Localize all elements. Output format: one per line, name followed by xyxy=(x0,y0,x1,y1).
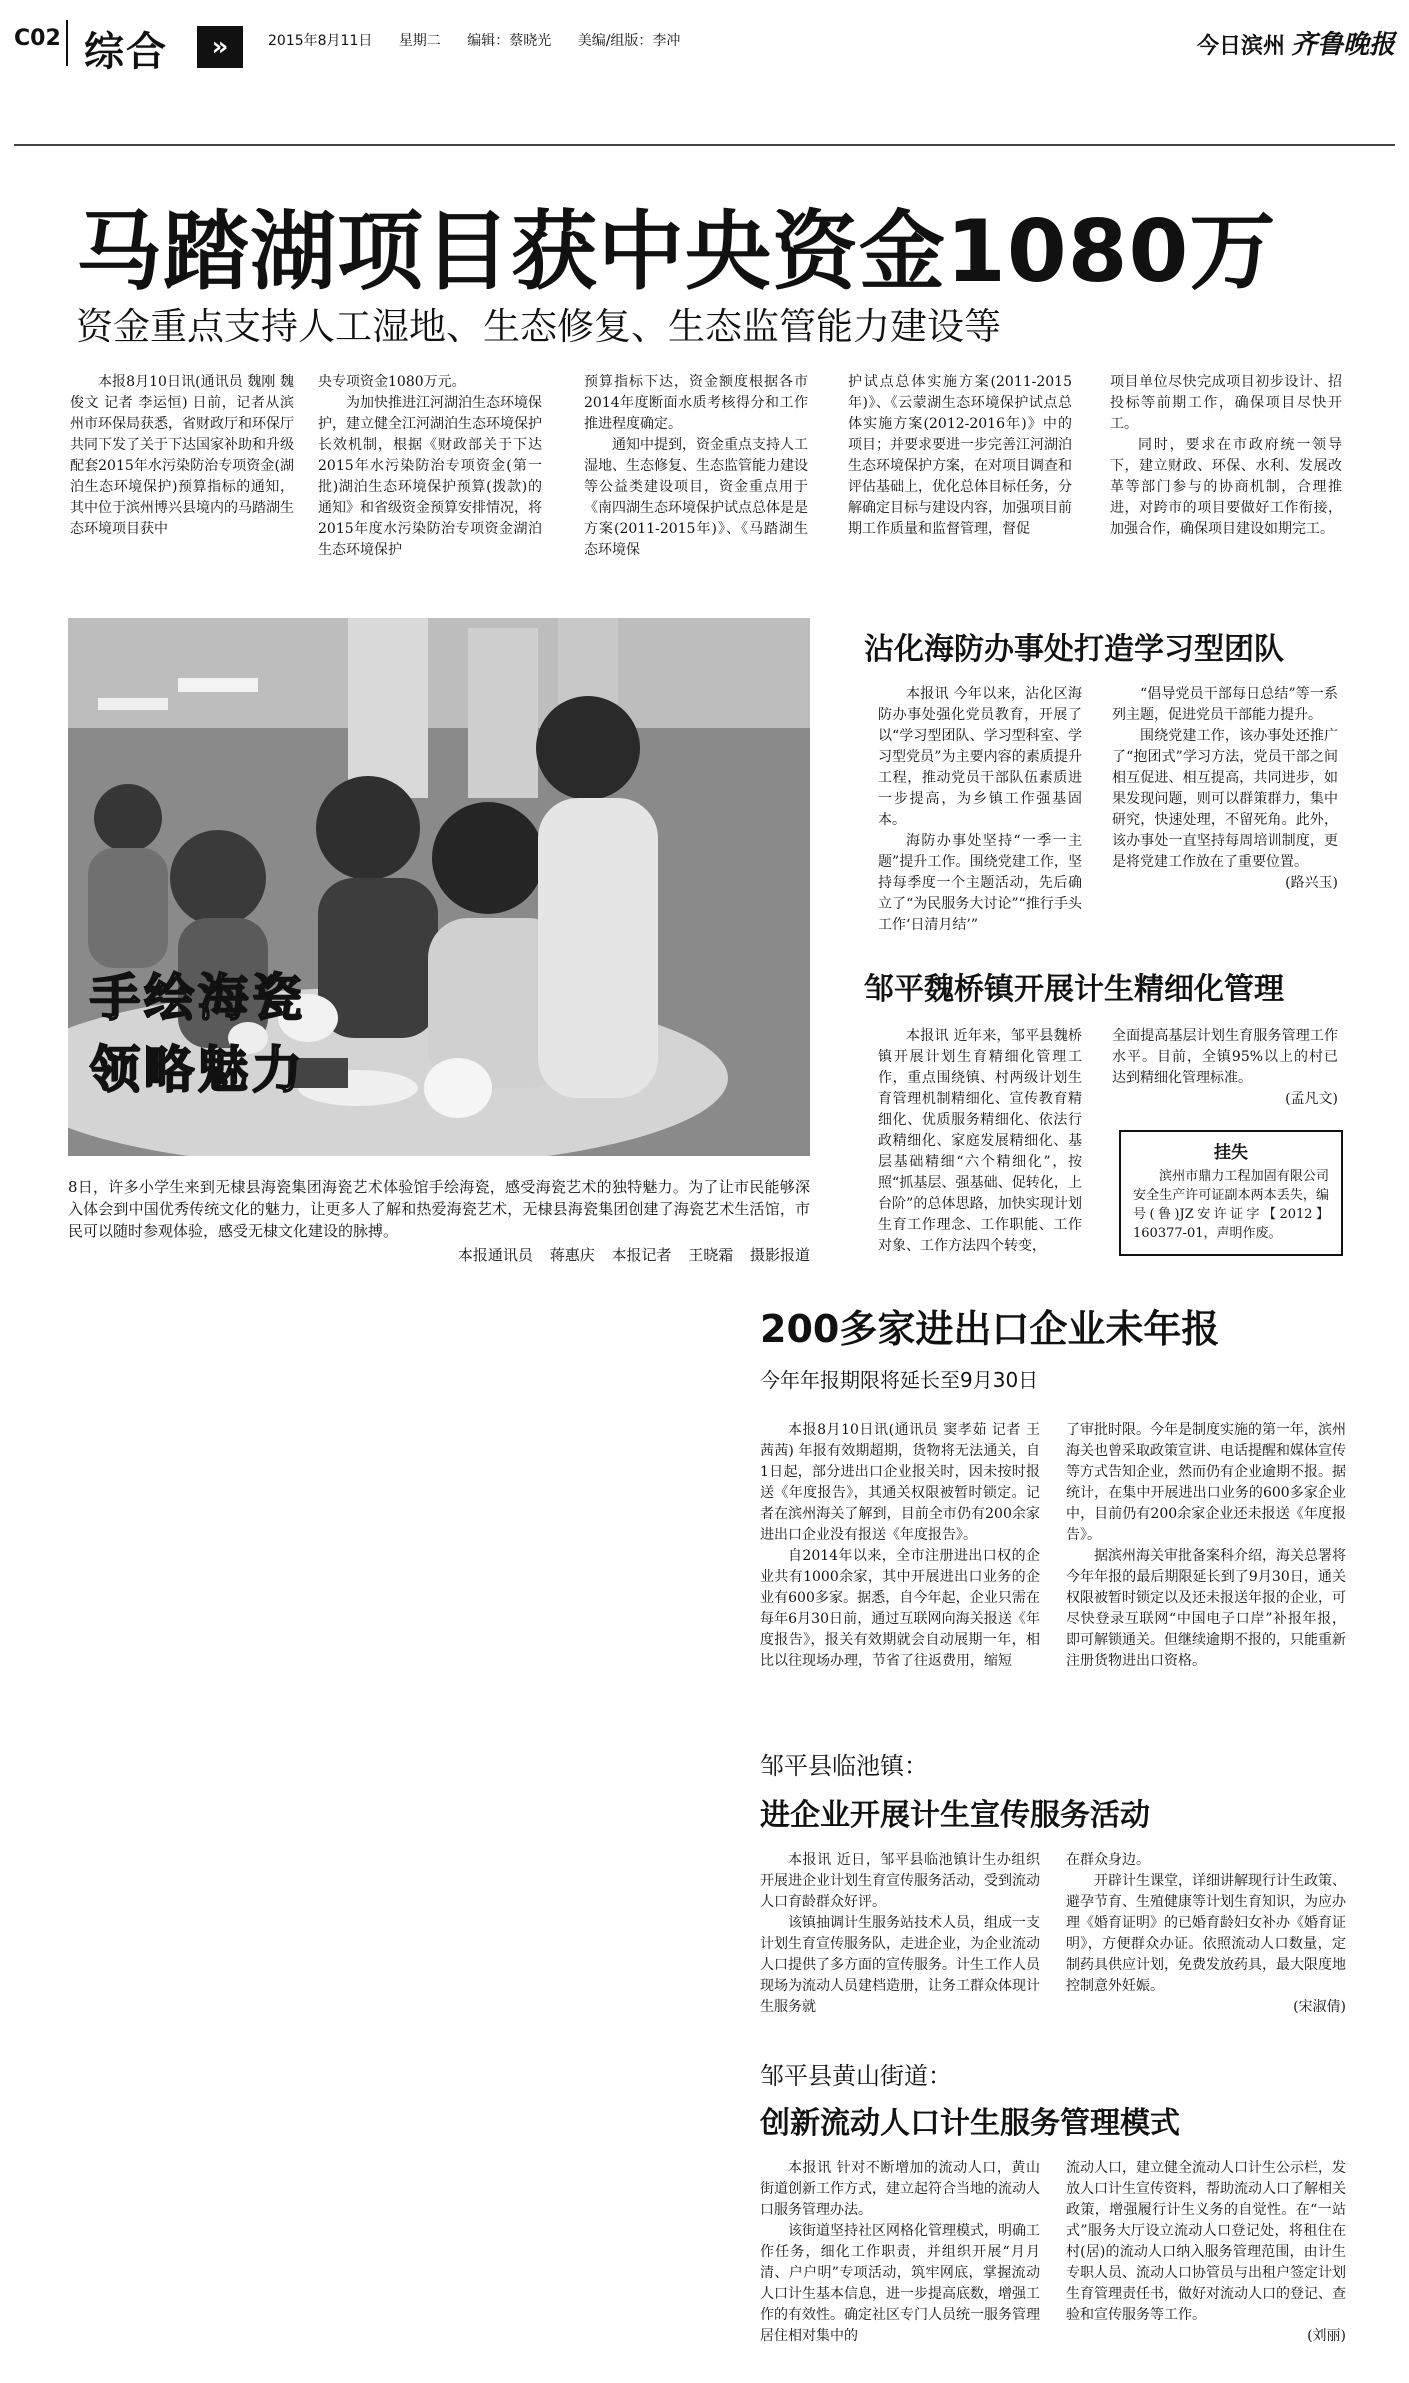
lead-headline: 马踏湖项目获中央资金1080万 xyxy=(76,202,1277,302)
photo-credit: 本报通讯员 蒋惠庆 本报记者 王晓霜 摄影报道 xyxy=(457,1246,810,1264)
family-planning-byline: (孟凡文) xyxy=(1285,1091,1338,1107)
linchi-paragraph: 本报讯 近日，邹平县临池镇计生办组织开展进企业计划生育宣传服务活动，受到流动人口育龄群众好评。 xyxy=(760,1852,1040,1910)
lead-paragraph: 预算指标下达，资金额度根据各市2014年度断面水质考核得分和工作推进程度确定。 xyxy=(584,374,808,432)
linchi-kicker: 邹平县临池镇： xyxy=(760,1752,928,1780)
lead-column-5 xyxy=(1110,372,1342,540)
linchi-paragraph: 在群众身边。 xyxy=(1066,1852,1150,1868)
paper-logo: 齐鲁晚报 xyxy=(1290,30,1395,60)
lead-paragraph: 护试点总体实施方案(2011-2015年)》、《云蒙湖生态环境保护试点总体实施方案(2012-2016年)》中的项目；并要求要进一步完善江河湖泊生态环境保护方案，在对项目调查和评估基础上，优化总体目标任务，分解确定目标与建设内容，加强项目前期工作质量和监督管理，督促 xyxy=(848,374,1072,537)
issue-meta xyxy=(268,30,696,50)
export-subheadline: 今年年报期限将延长至9月30日 xyxy=(760,1368,1039,1392)
huangshan-column-2 xyxy=(1066,2158,1346,2347)
family-planning-paragraph: 全面提高基层计划生育服务管理工作水平。目前，全镇95%以上的村已达到精细化管理标准。 xyxy=(1112,1028,1338,1086)
family-planning-column-1 xyxy=(878,1026,1082,1257)
photo-overlay-line-1: 手绘海瓷 xyxy=(90,969,306,1027)
lead-subheadline: 资金重点支持人工湿地、生态修复、生态监管能力建设等 xyxy=(76,305,1001,348)
loss-notice-box xyxy=(1119,1130,1343,1256)
loss-notice-title: 挂失 xyxy=(1214,1143,1248,1163)
photo-overlay-line-2: 领略魅力 xyxy=(90,1041,306,1099)
lead-paragraph: 为加快推进江河湖泊生态环境保护，建立健全江河湖泊生态环境保护长效机制，根据《财政部关于下达2015年水污染防治专项资金(第一批)湖泊生态环境保护预算(拨款)的通知》和省级资金预算安排情况，将2015年度水污染防治专项资金湖泊生态环境保护 xyxy=(318,395,542,558)
export-headline: 200多家进出口企业未年报 xyxy=(760,1307,1220,1351)
linchi-paragraph: 开辟计生课堂，详细讲解现行计生政策、避孕节育、生殖健康等计划生育知识，为应办理《婚育证明》的已婚育龄妇女补办《婚育证明》，方便群众办证。依照流动人口数量，定制药具供应计划，免费发放药具，最大限度地控制意外妊娠。 xyxy=(1066,1873,1346,1994)
lead-column-2 xyxy=(318,372,542,561)
paper-prefix: 今日滨州 xyxy=(1196,33,1285,59)
family-planning-column-2 xyxy=(1112,1026,1338,1110)
lead-paragraph: 项目单位尽快完成项目初步设计、招投标等前期工作，确保项目尽快开工。 xyxy=(1110,374,1342,432)
family-planning-paragraph: 本报讯 近年来，邹平县魏桥镇开展计划生育精细化管理工作，重点围绕镇、村两级计划生育管理机制精细化、宣传教育精细化、优质服务精细化、依法行政精细化、家庭发展精细化、基层基础精细“六个精细化”，按照“抓基层、强基础、促转化，上台阶”的总体思路，加快实现计划生育工作理念、工作职能、工作对象、工作方法四个转变， xyxy=(878,1028,1082,1254)
lead-column-4 xyxy=(848,372,1072,540)
study-team-paragraph: 围绕党建工作，该办事处还推广了“抱团式”学习方法，党员干部之间相互促进、相互提高，共同进步，如果发现问题，则可以群策群力，集中研究，快速处理，不留死角。此外，该办事处一直坚持每周培训制度，更是将党建工作放在了重要位置。 xyxy=(1112,728,1338,870)
study-team-column-2 xyxy=(1112,684,1338,894)
study-team-paragraph: 本报讯 今年以来，沾化区海防办事处强化党员教育，开展了以“学习型团队、学习型科室、学习型党员”为主要内容的素质提升工程，推动党员干部队伍素质进一步提高，为乡镇工作强基固本。 xyxy=(878,686,1082,828)
huangshan-paragraph: 该街道坚持社区网格化管理模式，明确工作任务，细化工作职责，并组织开展“月月清、户户明”专项活动，筑牢网底，掌握流动人口计生基本信息，进一步提高底数，增强工作的有效性。确定社区专门人员统一服务管理居住相对集中的 xyxy=(760,2223,1040,2344)
export-paragraph: 据滨州海关审批备案科介绍，海关总署将今年年报的最后期限延长到了9月30日，通关权限被暂时锁定以及还未报送年报的企业，可尽快登录互联网“中国电子口岸”补报年报，即可解锁通关。但继续逾期不报的，只能重新注册货物进出口资格。 xyxy=(1066,1548,1346,1669)
lead-paragraph: 同时，要求在市政府统一领导下，建立财政、环保、水利、发展改革等部门参与的协商机制，合理推进，对跨市的项目要做好工作衔接，加强合作，确保项目建设如期完工。 xyxy=(1110,437,1342,537)
issue-editor: 编辑：蔡晓光 xyxy=(467,33,552,49)
section-arrow-icon: » xyxy=(197,26,243,68)
huangshan-paragraph: 本报讯 针对不断增加的流动人口，黄山街道创新工作方式，建立起符合当地的流动人口服务管理办法。 xyxy=(760,2160,1040,2218)
export-column-2 xyxy=(1066,1420,1346,1672)
export-paragraph: 了审批时限。今年是制度实施的第一年，滨州海关也曾采取政策宣讲、电话提醒和媒体宣传等方式告知企业，然而仍有企业逾期不报。据统计，在集中开展进出口业务的600多家企业中，目前仍有200余家企业还未报送《年度报告》。 xyxy=(1066,1422,1346,1543)
linchi-column-1 xyxy=(760,1850,1040,2018)
study-team-headline: 沾化海防办事处打造学习型团队 xyxy=(864,632,1284,667)
lead-column-3 xyxy=(584,372,808,561)
lead-column-1 xyxy=(70,372,294,540)
study-team-paragraph: 海防办事处坚持“一季一主题”提升工作。围绕党建工作，坚持每季度一个主题活动，先后确立了“为民服务大讨论”“推行手头工作‘日清月结’” xyxy=(878,833,1082,933)
export-paragraph: 本报8月10日讯(通讯员 窦孝茹 记者 王茜茜) 年报有效期超期，货物将无法通关，自1日起，部分进出口企业报关时，因未按时报送《年度报告》，其通关权限被暂时锁定。记者在滨州海关了解到，目前全市仍有200余家进出口企业没有报送《年度报告》。 xyxy=(760,1422,1040,1543)
export-column-1 xyxy=(760,1420,1040,1672)
lead-paragraph: 央专项资金1080万元。 xyxy=(318,374,466,390)
page-number: C02 xyxy=(14,26,61,51)
photo-caption: 8日，许多小学生来到无棣县海瓷集团海瓷艺术体验馆手绘海瓷，感受海瓷艺术的独特魅力。为了让市民能够深入体会到中国优秀传统文化的魅力，让更多人了解和热爱海瓷艺术，无棣县海瓷集团创建了海瓷艺术生活馆，市民可以随时参观体验，感受无棣文化建设的脉搏。 xyxy=(68,1178,810,1240)
loss-notice-body: 滨州市鼎力工程加固有限公司安全生产许可证副本两本丢失，编号(鲁)JZ安许证字【2012】160377-01，声明作废。 xyxy=(1133,1169,1329,1241)
issue-date: 2015年8月11日 xyxy=(268,33,373,49)
news-photo xyxy=(68,618,810,1156)
lead-paragraph: 通知中提到，资金重点支持人工湿地、生态修复、生态监管能力建设等公益类建设项目，资金重点用于《南四湖生态环境保护试点总体是是方案(2011-2015年)》、《马踏湖生态环境保 xyxy=(584,437,808,558)
section-name: 综合 xyxy=(84,28,168,75)
huangshan-kicker: 邹平县黄山街道： xyxy=(760,2062,952,2090)
family-planning-headline: 邹平魏桥镇开展计生精细化管理 xyxy=(864,972,1284,1007)
header-divider xyxy=(66,20,68,66)
linchi-column-2 xyxy=(1066,1850,1346,2018)
issue-weekday: 星期二 xyxy=(398,33,441,49)
export-paragraph: 自2014年以来，全市注册进出口权的企业共有1000余家，其中开展进出口业务的企业有600多家。据悉，自今年起，企业只需在每年6月30日前，通过互联网向海关报送《年度报告》，报关有效期就会自动展期一年，相比以往现场办理，节省了往返费用，缩短 xyxy=(760,1548,1040,1669)
paper-brand xyxy=(1197,24,1395,61)
huangshan-byline: (刘丽) xyxy=(1307,2328,1346,2344)
huangshan-headline: 创新流动人口计生服务管理模式 xyxy=(760,2106,1180,2141)
study-team-byline: (路兴玉) xyxy=(1285,875,1338,891)
huangshan-column-1 xyxy=(760,2158,1040,2347)
study-team-column-1 xyxy=(878,684,1082,936)
study-team-paragraph: “倡导党员干部每日总结”等一系列主题，促进党员干部能力提升。 xyxy=(1112,686,1338,723)
issue-design: 美编/组版：李冲 xyxy=(577,33,681,49)
linchi-byline: (宋淑倩) xyxy=(1293,1999,1346,2015)
huangshan-paragraph: 流动人口，建立健全流动人口计生公示栏，发放人口计生宣传资料，帮助流动人口了解相关政策，增强履行计生义务的自觉性。在“一站式”服务大厅设立流动人口登记处，将租住在村(居)的流动人口纳入服务管理范围，由计生专职人员、流动人口协管员与出租户签定计划生育管理责任书，做好对流动人口的登记、查验和宣传服务等工作。 xyxy=(1066,2160,1346,2323)
lead-paragraph: 本报8月10日讯(通讯员 魏刚 魏俊文 记者 李运恒) 日前，记者从滨州市环保局获悉，省财政厅和环保厅共同下发了关于下达国家补助和升级配套2015年水污染防治专项资金(湖泊生态环境保护)预算指标的通知，其中位于滨州博兴县境内的马踏湖生态环境项目获中 xyxy=(70,374,294,537)
header-rule xyxy=(14,144,1395,146)
linchi-paragraph: 该镇抽调计生服务站技术人员，组成一支计划生育宣传服务队，走进企业，为企业流动人口提供了多方面的宣传服务。计生工作人员现场为流动人员建档造册，让务工群众体现计生服务就 xyxy=(760,1915,1040,2015)
linchi-headline: 进企业开展计生宣传服务活动 xyxy=(760,1798,1150,1833)
